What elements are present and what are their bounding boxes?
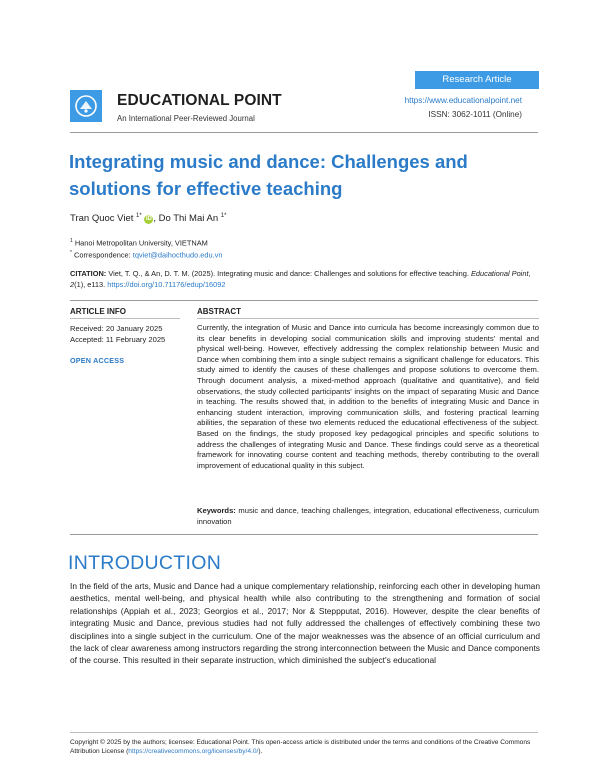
author-marks: 1* (136, 213, 142, 219)
author-list (70, 213, 226, 224)
author-name: Do Thi Mai An (158, 213, 219, 225)
section-divider (70, 300, 538, 301)
correspondence-label: Correspondence: (74, 250, 133, 260)
journal-issn: ISSN: 3062-1011 (Online) (428, 110, 522, 119)
introduction-text: In the field of the arts, Music and Dance had a unique complementary relationship, reinforcing each other in developing human aesthetics, mental well-being, and physical health while also contributing to the strengthening and formation of social relationships (Appiah et al., 2023; Georgios et al., 2017; Nor & Steppputat, 2016). However, despite the clear benefits of integrating Music and Dance, previous studies had not fully addressed the challenges of effectively combining these two disciplines into a single subject in the curriculum. One of the major weaknesses was the absence of an official curriculum and the lack of clear awareness among instructors regarding the strong interconnection between the Music and Dance components of the course. This resulted in their separate instruction, which diminished the subject's educational (70, 581, 540, 666)
affiliation (70, 238, 208, 247)
affiliation-mark: 1 (70, 238, 73, 244)
author-name: Tran Quoc Viet (70, 213, 134, 225)
keywords-label: Keywords: (197, 506, 236, 515)
journal-logo-icon (70, 90, 102, 122)
keywords-text: music and dance, teaching challenges, integration, educational effectiveness, curriculum innovation (197, 506, 539, 526)
citation-rest: (1), e113. (74, 280, 106, 289)
footer-text: Copyright © 2025 by the authors; licensee: Educational Point. This open-access article is distributed under the terms and conditions of the Creative Commons Attribution License ( (70, 739, 531, 756)
article-info-heading: ARTICLE INFO (70, 307, 126, 316)
footer-divider (70, 732, 538, 733)
license-link[interactable]: https://creativecommons.org/licenses/by/4.0/ (128, 748, 259, 756)
journal-url-link[interactable]: https://www.educationalpoint.net (404, 96, 522, 105)
affiliation-text: Hanoi Metropolitan University, VIETNAM (74, 238, 208, 248)
accepted-date: Accepted: 11 February 2025 (70, 335, 166, 344)
journal-subtitle: An International Peer-Reviewed Journal (117, 114, 255, 123)
author-marks: 1* (220, 213, 227, 219)
abstract-divider (197, 318, 539, 319)
correspondence-email-link[interactable]: tqviet@daihocthudo.edu.vn (132, 250, 223, 260)
section-divider (70, 534, 538, 535)
journal-name: EDUCATIONAL POINT (117, 92, 282, 109)
header-divider (70, 132, 538, 133)
citation-journal: Educational Point (470, 269, 529, 278)
article-info-divider (70, 318, 180, 319)
abstract-text: Currently, the integration of Music and Dance into curricula has become increasingly common due to its clear benefits in developing social communication skills and improving students' mental and physical well-being. However, effectively addressing the complex relationship between Music and Dance when combining them into a single subject remains a significant challenge for educators. This study aimed to identify the causes of these challenges and propose solutions to overcome them. Through document analysis, a mixed-method approach (qualitative and quantitative), and field observations, the study collected participants' insights on the impact of separating Music and Dance in teaching. The results showed that, in addition to the benefits of integrating Music and Dance in enhancing student interaction, improving communication skills, and fostering practical learning abilities, the separation of these two elements reduced the educational effectiveness of the subject. Based on the findings, the study proposed key pedagogical principles and specific solutions to address the challenges of integrating Music and Dance. These findings could serve as a theoretical framework for innovating course content and teaching methods, thereby contributing to the overall improvement of educational quality in this subject. (197, 323, 539, 470)
open-access-label: OPEN ACCESS (70, 356, 125, 365)
keywords (197, 506, 539, 527)
footer-end: ). (258, 748, 263, 756)
article-type-badge: Research Article (415, 71, 539, 89)
author-separator: , (153, 213, 159, 225)
article-title: Integrating music and dance: Challenges and solutions for effective teaching (69, 151, 468, 199)
citation-volume: 2 (70, 280, 75, 289)
correspondence: * Correspondence: tqviet@daihocthudo.edu.vn (70, 250, 223, 260)
citation-doi-link[interactable]: https://doi.org/10.71176/edup/16092 (107, 280, 226, 289)
received-date: Received: 20 January 2025 (70, 324, 163, 333)
citation-label: CITATION: (70, 269, 107, 278)
citation: CITATION: Viet, T. Q., & An, D. T. M. (2025). Integrating music and dance: Challenges and solutions for effective teaching. Educational Point, 2(1), e113. https://doi.org/10.71176/edup/16092 (70, 269, 531, 289)
citation-text: Viet, T. Q., & An, D. T. M. (2025). Integrating music and dance: Challenges and solutions for effective teaching. (108, 269, 469, 278)
introduction-heading: INTRODUCTION (68, 552, 222, 574)
orcid-icon[interactable]: iD (145, 216, 152, 223)
copyright-footer (70, 738, 540, 757)
abstract-heading: ABSTRACT (197, 307, 241, 316)
